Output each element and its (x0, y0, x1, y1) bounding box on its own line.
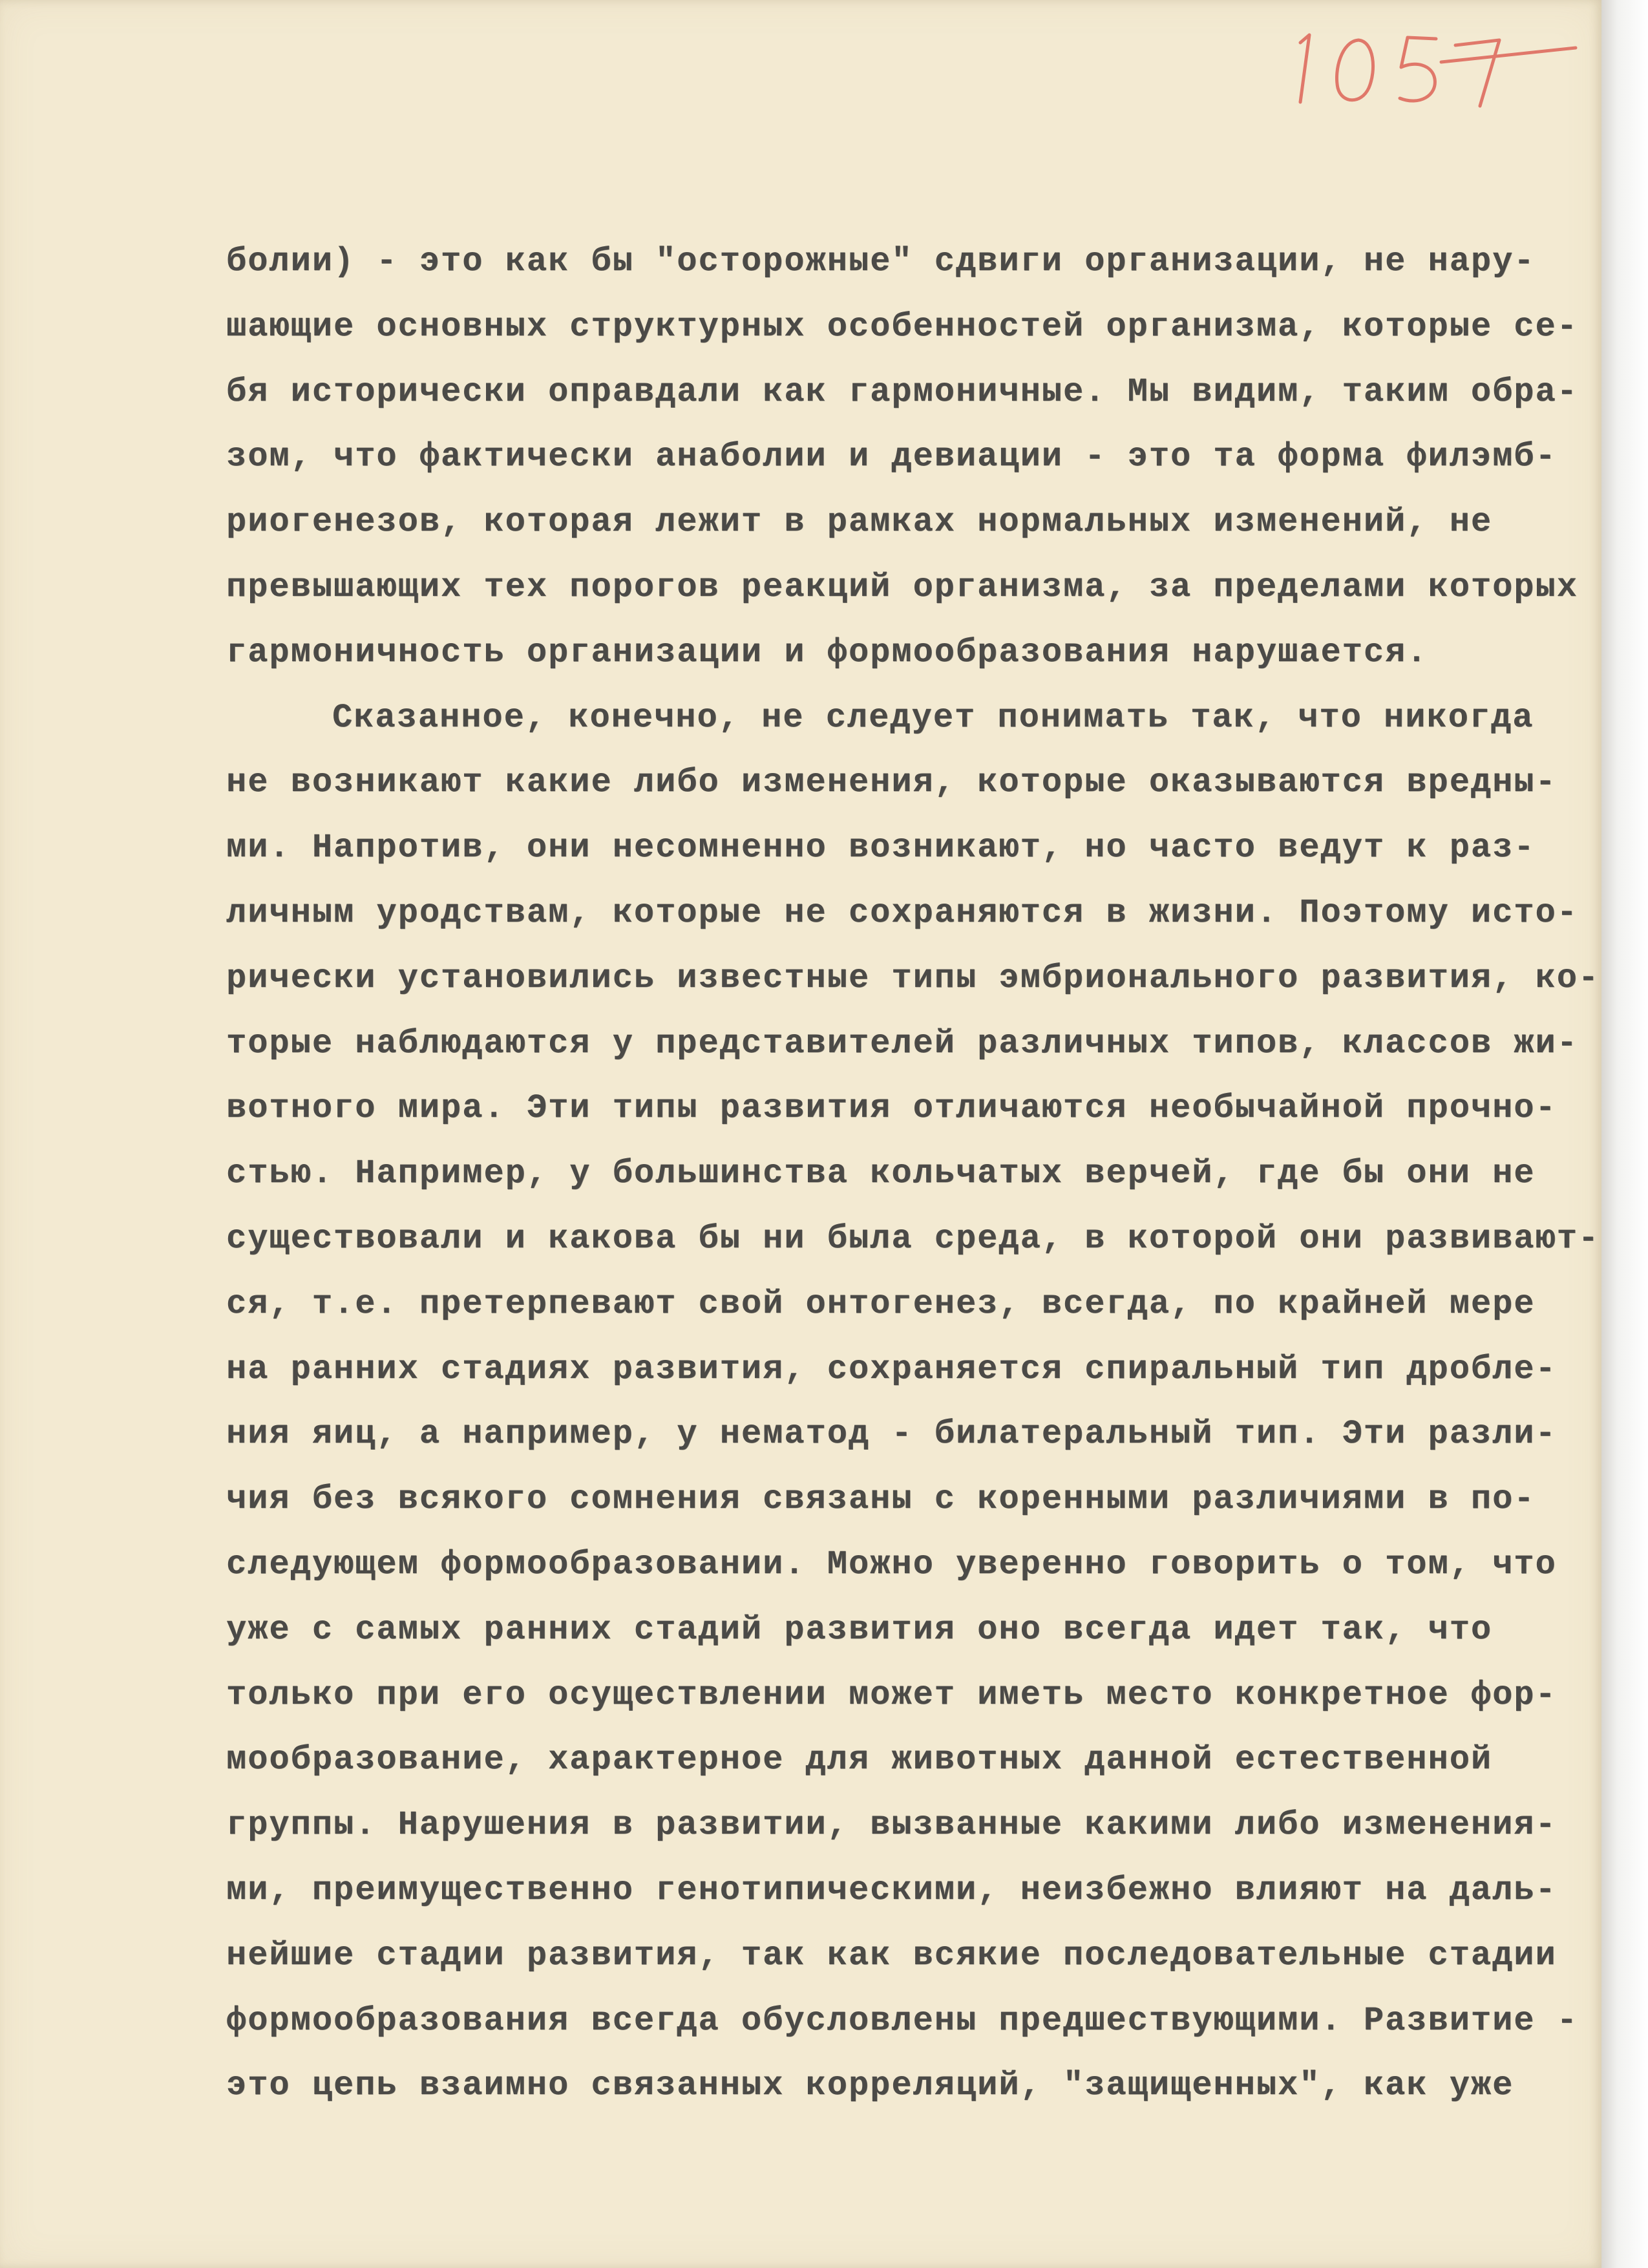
scan-background-edge (1601, 0, 1648, 2268)
text-line: гармоничность организации и формообразования нарушается. (226, 633, 1428, 672)
text-line: нейшие стадии развития, так как всякие последовательные стадии (226, 1936, 1557, 1975)
text-line: группы. Нарушения в развитии, вызванные какими либо изменения- (226, 1806, 1557, 1845)
text-line: шающие основных структурных особенностей организма, которые се- (226, 307, 1578, 346)
text-line: риогенезов, которая лежит в рамках нормальных изменений, не (226, 503, 1493, 542)
typewritten-text (226, 229, 1603, 2119)
text-line: торые наблюдаются у представителей различных типов, классов жи- (226, 1024, 1578, 1063)
text-line: вотного мира. Эти типы развития отличаются необычайной прочно- (226, 1089, 1557, 1128)
text-line: превышающих тех порогов реакций организма, за пределами которых (226, 567, 1578, 606)
text-line: уже с самых ранних стадий развития оно всегда идет так, что (226, 1610, 1493, 1649)
paragraph-start-line: Сказанное, конечно, не следует понимать так, что никогда (332, 698, 1534, 737)
text-line: на ранних стадиях развития, сохраняется спиральный тип дробле- (226, 1350, 1557, 1388)
handwritten-page-number (1286, 12, 1583, 109)
text-line: ния яиц, а например, у нематод - билатеральный тип. Эти разли- (226, 1415, 1557, 1454)
text-line: формообразования всегда обусловлены предшествующими. Развитие - (226, 2001, 1578, 2040)
text-line: чия без всякого сомнения связаны с коренными различиями в по- (226, 1480, 1536, 1519)
text-line: только при его осуществлении может иметь место конкретное фор- (226, 1675, 1557, 1714)
text-line: это цепь взаимно связанных корреляций, "защищенных", как уже (226, 2066, 1514, 2105)
text-line: болии) - это как бы "осторожные" сдвиги организации, не нару- (226, 242, 1536, 281)
text-line: бя исторически оправдали как гармоничные. Мы видим, таким обра- (226, 372, 1578, 411)
text-line: зом, что фактически анаболии и девиации - это та форма филэмб- (226, 438, 1557, 476)
text-line: ми. Напротив, они несомненно возникают, но часто ведут к раз- (226, 829, 1536, 867)
text-line: ми, преимущественно генотипическими, неизбежно влияют на даль- (226, 1871, 1557, 1909)
text-line: не возникают какие либо изменения, которые оказываются вредны- (226, 763, 1557, 802)
text-line: рически установились известные типы эмбрионального развития, ко- (226, 959, 1600, 997)
text-line: личным уродствам, которые не сохраняются в жизни. Поэтому исто- (226, 893, 1578, 932)
text-line: следующем формообразовании. Можно уверенно говорить о том, что (226, 1545, 1557, 1584)
text-line: существовали и какова бы ни была среда, в которой они развивают- (226, 1219, 1600, 1258)
page-number-mark (1286, 12, 1583, 109)
text-line: мообразование, характерное для животных данной естественной (226, 1741, 1493, 1779)
text-line: стью. Например, у большинства кольчатых верчей, где бы они не (226, 1154, 1536, 1193)
text-line: ся, т.е. претерпевают свой онтогенез, всегда, по крайней мере (226, 1284, 1536, 1323)
